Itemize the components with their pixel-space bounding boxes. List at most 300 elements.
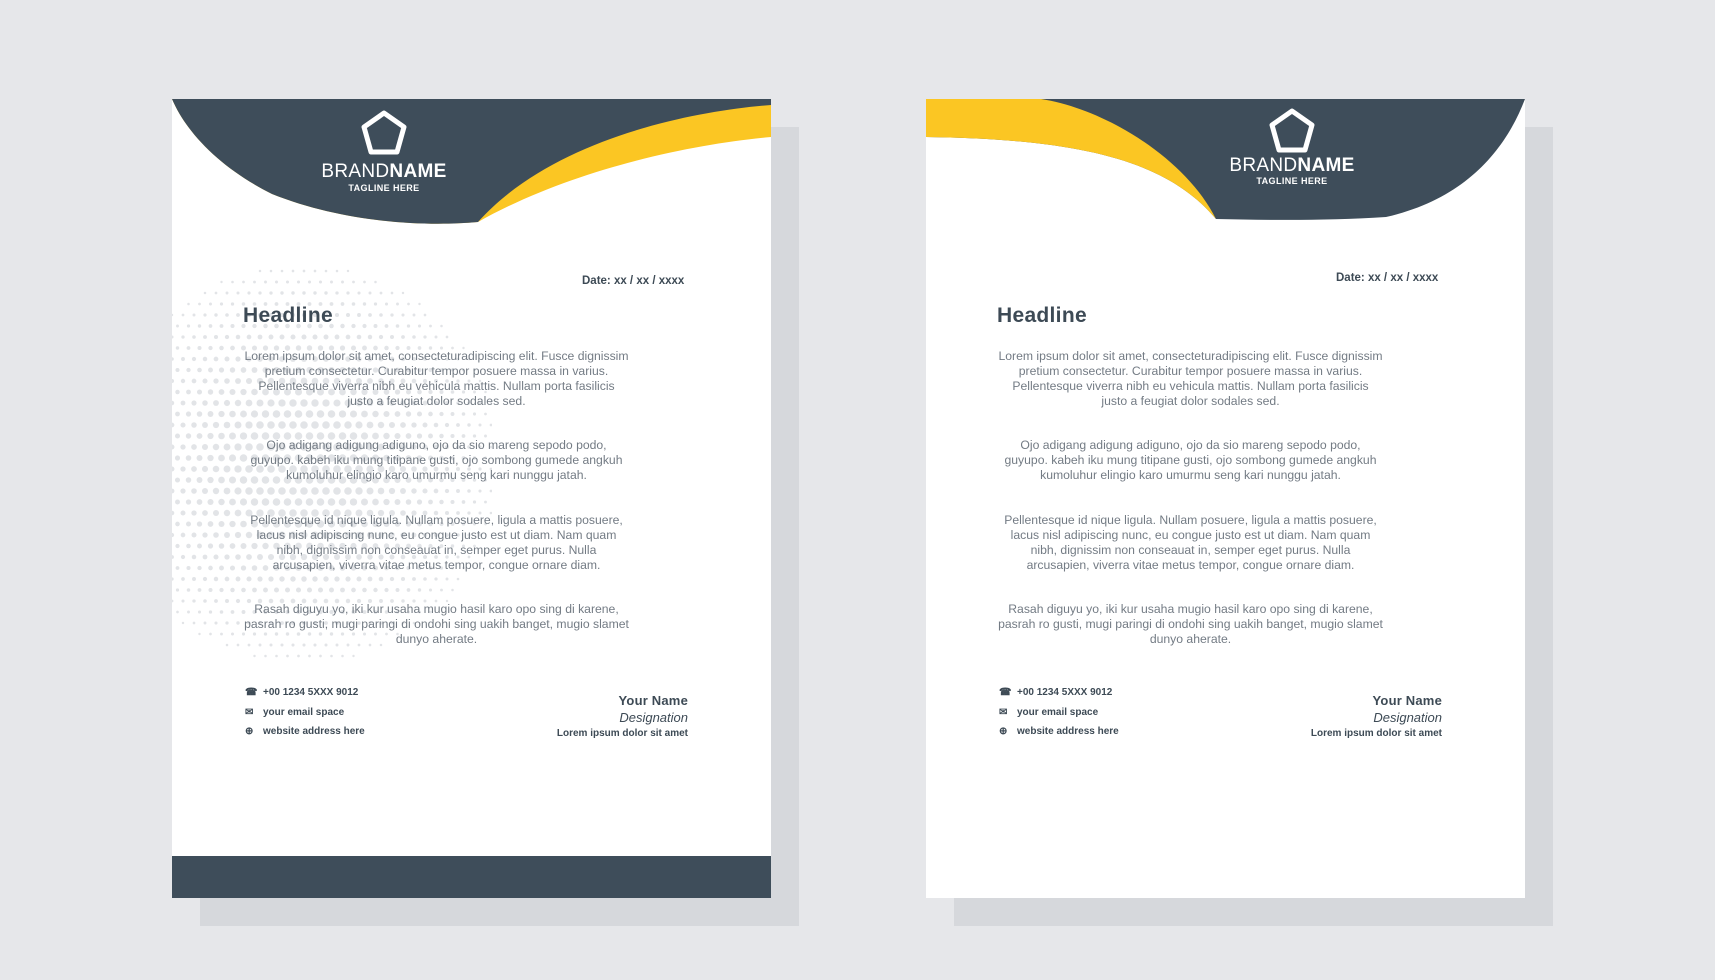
halftone-dot [322,487,330,495]
halftone-dot [208,566,213,571]
halftone-dot [235,422,242,429]
halftone-dot [176,566,180,570]
halftone-dot [193,314,196,317]
headline: Headline [243,304,333,327]
halftone-dot [214,357,219,362]
halftone-dot [407,588,411,592]
halftone-dot [357,335,362,340]
halftone-dot [202,422,208,428]
halftone-dot [268,576,273,581]
halftone-dot [213,532,219,538]
halftone-dot [346,335,351,340]
halftone-dot [237,644,240,647]
halftone-dot [225,357,230,362]
halftone-dot [301,334,306,339]
halftone-dot [251,498,258,505]
halftone-dot [213,444,219,450]
halftone-dot [175,500,180,505]
signature-name: Your Name [618,693,688,708]
halftone-dot [192,379,197,384]
halftone-dot [412,335,416,339]
halftone-dot [362,588,367,593]
halftone-dot [172,600,173,603]
halftone-dot [181,533,186,538]
halftone-dot [273,410,281,418]
halftone-dot [180,422,185,427]
halftone-dot [225,577,230,582]
halftone-dot [207,433,213,439]
contact-text: website address here [1017,725,1119,737]
halftone-dot [339,410,346,417]
halftone-dot [312,576,317,581]
halftone-dot [225,313,229,317]
halftone-dot [202,488,208,494]
halftone-dot [295,410,303,418]
halftone-dot [209,633,212,636]
halftone-dot [378,422,384,428]
halftone-dot [336,270,339,273]
halftone-dot [380,292,383,295]
halftone-dot [187,611,190,614]
halftone-dot [439,500,443,504]
halftone-dot [401,335,405,339]
halftone-dot [490,490,492,493]
halftone-dot [390,577,394,581]
halftone-dot [341,302,345,306]
contact-text: website address here [263,725,365,737]
halftone-dot [357,291,360,294]
halftone-dot [440,325,443,328]
halftone-dot [175,455,180,460]
halftone-dot [285,587,290,592]
halftone-dot [335,291,338,294]
halftone-dot [229,454,236,461]
halftone-dot [335,335,340,340]
halftone-dot [235,532,241,538]
pentagon-icon [1267,107,1317,157]
halftone-dot [186,566,190,570]
halftone-dot [208,521,214,527]
halftone-dot [230,346,235,351]
halftone-dot [225,621,228,624]
halftone-dot [400,488,406,494]
halftone-dot [307,587,312,592]
halftone-dot [439,412,443,416]
halftone-dot [230,367,235,372]
halftone-dot [319,280,322,283]
halftone-dot [208,411,214,417]
halftone-dot [197,411,203,417]
halftone-dot [181,511,186,516]
halftone-dot [340,324,344,328]
halftone-dot [225,599,229,603]
halftone-dot [219,566,224,571]
halftone-dot [385,302,388,305]
halftone-dot [390,313,393,316]
halftone-dot [236,291,239,294]
halftone-dot [197,389,202,394]
halftone-dot [279,576,284,581]
halftone-dot [289,487,297,495]
halftone-dot [317,498,325,506]
halftone-dot [180,444,185,449]
halftone-dot [197,346,201,350]
halftone-dot [345,576,350,581]
halftone-dot [245,421,252,428]
halftone-dot [478,489,481,492]
halftone-dot [278,421,286,429]
signature-block [557,693,688,739]
halftone-dot [422,488,427,493]
halftone-dot [456,489,460,493]
halftone-dot [267,421,275,429]
halftone-dot [411,422,416,427]
halftone-dot [172,335,174,338]
halftone-dot [198,324,201,327]
halftone-dot [281,270,284,273]
halftone-dot [235,378,241,384]
halftone-dot [192,335,196,339]
halftone-dot [175,522,180,527]
halftone-dot [440,589,443,592]
halftone-dot [219,588,223,592]
halftone-dot [417,499,422,504]
halftone-dot [451,589,454,592]
halftone-dot [203,555,208,560]
body-paragraph: Ojo adigang adigung adiguno, ojo da sio mareng sepodo podo, guyupo. kabeh iku mung titipane gusti, ojo sombong gumede angkuh kumoluhur elingio karo umurmu seng kari nunggu jatah. [1004,438,1377,482]
halftone-dot [230,565,235,570]
halftone-dot [341,655,344,658]
halftone-dot [402,292,404,294]
halftone-dot [262,410,269,417]
halftone-dot [191,466,197,472]
halftone-dot [198,633,200,635]
halftone-dot [192,533,197,538]
halftone-dot [213,510,219,516]
halftone-dot [389,488,395,494]
signature-line: Lorem ipsum dolor sit amet [1310,728,1442,739]
halftone-dot [175,477,180,482]
halftone-dot [450,500,454,504]
halftone-dot [224,444,231,451]
halftone-dot [367,422,374,429]
halftone-dot [396,324,400,328]
body-paragraph: Pellentesque id nique ligula. Nullam posuere, ligula a mattis posuere, lacus nisl adipiscing nunc, eu congue justo est ut diam. Nam quam nibh, dignissim non conseauat in, semper eget purus. Nulla arcusapien, viverra vitae metus tempor, congue ornare diam. [250,513,623,572]
globe-icon: ⊕ [999,725,1008,737]
halftone-dot [176,588,179,591]
halftone-dot [219,367,224,372]
halftone-dot [186,433,191,438]
halftone-dot [300,421,308,429]
halftone-dot [172,445,174,450]
brand-name: BRANDNAME [321,161,447,182]
halftone-dot [214,599,218,603]
halftone-dot [264,655,267,658]
halftone-dot [208,588,212,592]
halftone-dot [231,302,234,305]
halftone-dot [374,281,377,284]
halftone-dot [242,281,245,284]
halftone-dot [311,487,319,495]
halftone-dot [314,270,317,273]
halftone-dot [473,500,476,503]
halftone-dot [172,467,174,472]
halftone-dot [490,424,492,427]
halftone-dot [334,576,339,581]
halftone-dot [172,577,174,580]
halftone-dot [339,498,347,506]
halftone-dot [175,412,180,417]
halftone-dot [324,335,329,340]
halftone-dot [214,577,218,581]
halftone-dot [340,588,345,593]
halftone-dot [181,357,185,361]
halftone-dot [473,412,476,415]
halftone-dot [213,422,219,428]
halftone-dot [411,488,416,493]
halftone-dot [186,477,192,483]
halftone-dot [234,465,241,472]
halftone-dot [175,390,179,394]
halftone-dot [240,498,247,505]
halftone-dot [220,633,223,636]
halftone-dot [219,346,224,351]
halftone-dot [229,521,235,527]
halftone-dot [267,487,275,495]
signature-line: Lorem ipsum dolor sit amet [556,728,688,739]
halftone-dot [224,488,231,495]
halftone-dot [202,400,208,406]
halftone-dot [175,544,179,548]
halftone-dot [226,292,229,295]
halftone-dot [207,499,213,505]
halftone-dot [220,610,224,614]
halftone-dot [435,336,438,339]
halftone-dot [172,314,173,316]
halftone-dot [445,489,449,493]
halftone-dot [229,433,236,440]
halftone-dot [434,423,439,428]
halftone-dot [213,554,218,559]
contact-website [999,724,1119,738]
halftone-dot [278,487,286,495]
halftone-dot [329,588,334,593]
halftone-dot [236,621,239,624]
mail-icon: ✉ [245,706,254,718]
date-line: Date: xx / xx / xxxx [582,275,685,287]
halftone-dot [295,498,303,506]
halftone-dot [202,532,207,537]
contact-text: +00 1234 5XXX 9012 [1017,686,1113,698]
halftone-dot [291,291,294,294]
tagline: TAGLINE HERE [348,183,420,193]
halftone-dot [191,488,197,494]
halftone-dot [395,499,401,505]
halftone-dot [355,487,362,494]
halftone-dot [203,313,206,316]
halftone-dot [220,302,223,305]
halftone-dot [229,476,236,483]
halftone-dot [396,588,400,592]
halftone-dot [209,324,213,328]
body-paragraph: Rasah diguyu yo, iki kur usaha mugio hasil karo opo sing di karene, pasrah ro gusti, mugi paringi di ondohi sing uakih banget, mugio slamet dunyo aherate. [998,602,1383,646]
halftone-dot [182,622,184,624]
halftone-dot [400,422,406,428]
halftone-dot [467,489,471,493]
halftone-dot [236,335,241,340]
body-paragraph: Pellentesque id nique ligula. Nullam posuere, ligula a mattis posuere, lacus nisl adipiscing nunc, eu congue justo est ut diam. Nam quam nibh, dignissim non conseauat in, semper eget purus. Nulla arcusapien, viverra vitae metus tempor, congue ornare diam. [1004,513,1377,572]
halftone-dot [181,599,184,602]
halftone-dot [198,610,201,613]
halftone-dot [172,489,174,494]
halftone-dot [218,411,224,417]
halftone-dot [280,335,285,340]
halftone-dot [172,357,174,361]
halftone-dot [214,313,217,316]
halftone-dot [379,335,383,339]
halftone-dot [182,314,185,317]
halftone-dot [231,281,234,284]
halftone-dot [350,498,357,505]
halftone-dot [366,487,373,494]
halftone-dot [191,444,197,450]
halftone-dot [246,576,251,581]
halftone-dot [303,270,306,273]
halftone-dot [259,270,262,273]
halftone-dot [181,401,186,406]
halftone-dot [186,455,192,461]
halftone-dot [192,357,196,361]
halftone-dot [428,412,433,417]
halftone-dot [328,410,336,418]
halftone-dot [297,280,300,283]
halftone-dot [330,655,333,658]
halftone-dot [312,334,317,339]
halftone-dot [234,443,241,450]
halftone-dot [224,554,229,559]
halftone-dot [230,324,234,328]
halftone-dot [274,588,279,593]
halftone-dot [352,281,355,284]
halftone-dot [383,499,389,505]
halftone-dot [218,521,224,527]
halftone-dot [372,499,379,506]
halftone-dot [175,433,180,438]
halftone-dot [253,655,255,657]
halftone-dot [290,576,295,581]
halftone-dot [311,421,319,429]
brand-name: BRANDNAME [1229,155,1355,176]
halftone-dot [418,324,421,327]
halftone-dot [325,270,328,273]
halftone-dot [172,379,174,383]
halftone-dot [187,346,191,350]
halftone-dot [406,411,411,416]
halftone-dot [301,576,307,582]
halftone-dot [318,587,323,592]
letterhead-1 [172,99,771,898]
halftone-dot [346,291,349,294]
halftone-dot [300,487,308,495]
halftone-dot [186,411,191,416]
halftone-dot [446,578,449,581]
pentagon-icon [359,109,409,159]
halftone-dot [355,421,362,428]
halftone-dot [192,555,197,560]
halftone-dot [313,291,316,294]
halftone-dot [361,411,368,418]
halftone-dot [407,324,410,327]
halftone-dot [235,356,240,361]
halftone-dot [180,488,185,493]
halftone-dot [333,487,341,495]
contact-text: +00 1234 5XXX 9012 [263,686,359,698]
halftone-dot [220,324,224,328]
halftone-dot [203,577,207,581]
halftone-dot [284,410,292,418]
halftone-dot [229,389,235,395]
halftone-dot [478,423,481,426]
halftone-dot [275,281,278,284]
body-paragraph: Rasah diguyu yo, iki kur usaha mugio hasil karo opo sing di karene, pasrah ro gusti, mugi paringi di ondohi sing uakih banget, mugio slamet dunyo aherate. [244,602,629,646]
halftone-dot [424,314,427,317]
halftone-dot [297,655,300,658]
halftone-dot [198,588,202,592]
halftone-dot [270,270,273,273]
halftone-dot [369,292,372,295]
halftone-dot [208,543,213,548]
globe-icon: ⊕ [245,725,254,737]
halftone-dot [258,291,261,294]
signature-designation: Designation [619,710,688,725]
footer-bar [172,856,771,898]
halftone-dot [197,455,203,461]
halftone-dot [186,499,191,504]
halftone-dot [262,498,270,506]
halftone-dot [224,466,231,473]
halftone-dot [214,335,218,339]
halftone-dot [187,303,190,306]
halftone-dot [428,500,433,505]
halftone-dot [330,281,333,284]
halftone-dot [224,422,231,429]
halftone-dot [317,410,325,418]
halftone-dot [176,346,179,349]
halftone-dot [202,378,207,383]
halftone-dot [218,455,225,462]
halftone-dot [247,291,250,294]
halftone-dot [226,644,229,647]
halftone-dot [187,588,191,592]
letterhead-2 [926,99,1525,898]
contact-text: your email space [1017,706,1099,718]
halftone-dot [290,334,295,339]
halftone-dot [389,422,395,428]
halftone-dot [202,466,208,472]
halftone-dot [412,577,416,581]
halftone-dot [418,303,420,305]
halftone-dot [357,313,361,317]
halftone-dot [417,411,422,416]
halftone-dot [219,543,225,549]
halftone-dot [203,357,207,361]
halftone-dot [264,281,267,284]
mail-icon: ✉ [999,706,1008,718]
halftone-dot [197,368,202,373]
halftone-dot [236,577,241,582]
halftone-dot [306,410,314,418]
halftone-dot [395,411,401,417]
